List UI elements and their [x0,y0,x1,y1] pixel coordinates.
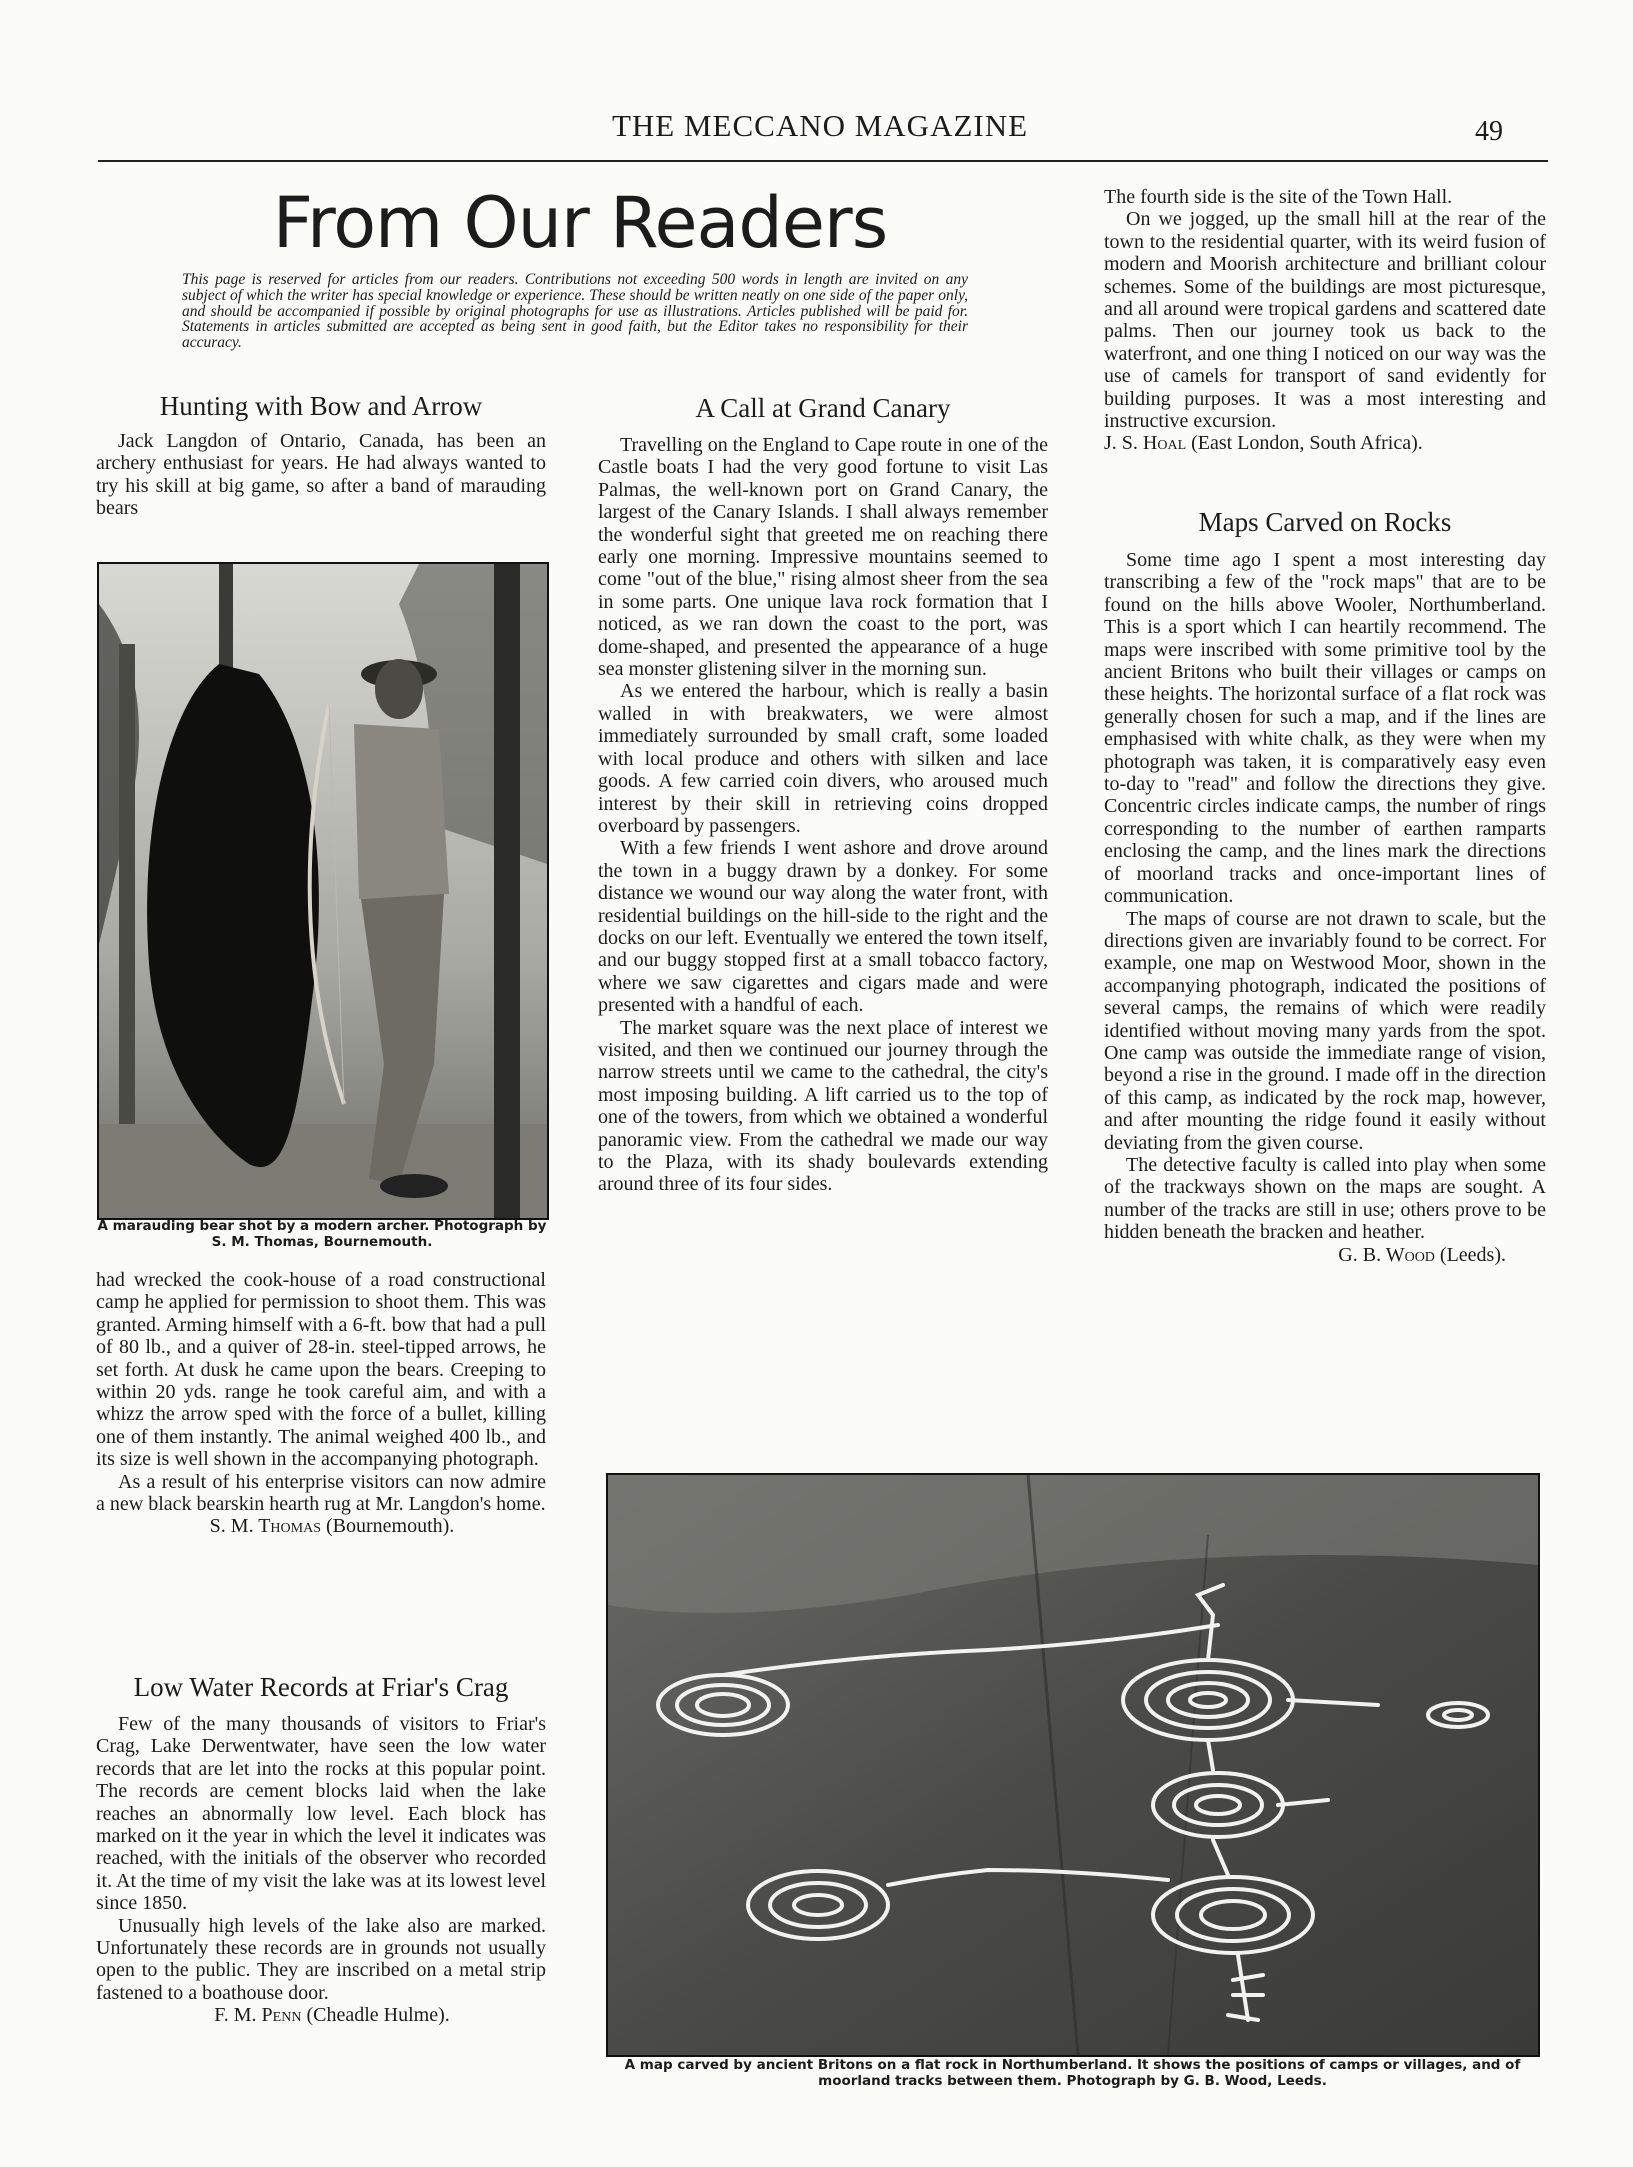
hunting-text-3: As a result of his enterprise visitors can now admire a new black bearskin hearth rug at Mr. Langdon's home. [96,1470,546,1516]
bear-photo-caption: A marauding bear shot by a modern archer. Photograph by S. M. Thomas, Bournemouth. [97,1218,547,1250]
intro-text: This page is reserved for articles from our readers. Contributions not exceeding 500 words in length are invited on any subject of which the writer has special knowledge or experience. These should be written neatly on one side of the paper only, and should be accompanied if possible by original photographs for use as illustrations. Articles published will be paid for. Statements in articles submitted are accepted as being sent in good faith, but the Editor takes no responsibility for their accuracy. [182,271,968,352]
grand-canary-continued [1104,186,1546,455]
maps-author-place: (Leeds). [1439,1243,1506,1266]
friars-crag-author-name: F. M. Penn [214,2004,302,2027]
maps-text-3: The detective faculty is called into play when some of the trackways shown on the maps are sought. A number of the tracks are still in use; others prove to be hidden beneath the bracken and heather. [1104,1153,1546,1244]
rock-map-caption: A map carved by ancient Britons on a flat rock in Northumberland. It shows the positions of camps or villages, and of moorland tracks between them. Photograph by G. B. Wood, Leeds. [624,2057,1521,2089]
maps-text-2: The maps of course are not drawn to scale, but the directions given are invariably found to be correct. For example, one map on Westwood Moor, shown in the accompanying photograph, indicated the positions of several camps, the remains of which were readily identified without moving many yards from the spot. One camp was outside the immediate range of vision, beyond a rise in the ground. I made off in the direction of this camp, as indicated by the rock map, however, and after mounting the ridge found it easily without deviating from the given course. [1104,907,1546,1154]
grand-canary-text-6: On we jogged, up the small hill at the rear of the town to the residential quarter, with its weird fusion of modern and Moorish architecture and brilliant colour schemes. Some of the buildings are most picturesque, and all around were tropical gardens and scattered date palms. Then our journey took us back to the waterfront, and one thing I noticed on our way was the use of camels for transport of sand evidently for building purposes. It was a most interesting and instructive excursion. [1104,208,1546,433]
grand-canary-body [598,434,1048,1196]
rock-map-photo [606,1473,1540,2057]
friars-crag-text-2: Unusually high levels of the lake also are marked. Unfortunately these records are in grounds not usually open to the public. They are inscribed on a metal strip fastened to a boathouse door. [96,1914,546,2004]
rock-map-image [608,1475,1538,2055]
grand-canary-text-2: As we entered the harbour, which is really a basin walled in with breakwaters, we were almost immediately surrounded by small craft, some loaded with local produce and others with silken and lace goods. A few carried coin divers, who aroused much interest by their skill in retrieving coins dropped overboard by passengers. [598,680,1048,837]
bear-photo-image [99,564,547,1218]
hunting-text-1: Jack Langdon of Ontario, Canada, has been an archery enthusiast for years. He had always wanted to try his skill at big game, so after a band of marauding bears [96,430,546,520]
hunting-author-name: S. M. Thomas [209,1515,321,1538]
grand-canary-text-1: Travelling on the England to Cape route in one of the Castle boats I had the very good fortune to visit Las Palmas, the well-known port on Grand Canary, the largest of the Canary Islands. I shall always remember the wonderful sight that greeted me on reaching there early one morning. Impressive mountains seemed to come "out of the blue," rising almost sheer from the sea in some parts. One unique lava rock formation that I noticed, as we ran down the coast to the port, was dome-shaped, and presented the appearance of a huge sea monster glistening silver in the morning sun. [598,434,1048,681]
friars-crag-text-1: Few of the many thousands of visitors to Friar's Crag, Lake Derwentwater, have seen the low water records that are let into the rocks at this popular point. The records are cement blocks laid when the lake reaches an abnormally low level. Each block has marked on it the year in which the level it indicates was reached, with the initials of the observer who recorded it. At the time of my visit the lake was at its lowest level since 1850. [96,1713,546,1915]
grand-canary-text-4: The market square was the next place of interest we visited, and then we continued our journey through the narrow streets until we came to the cathedral, the city's most imposing building. A lift carried us to the top of one of the towers, from which we obtained a wonderful panoramic view. From the cathedral we made our way to the Plaza, with its shady boulevards extending around three of its four sides. [598,1016,1048,1196]
grand-canary-text-5: The fourth side is the site of the Town Hall. [1104,186,1453,208]
page-number: 49 [1475,116,1503,147]
header-rule [98,160,1548,162]
friars-crag-body [96,1713,546,2027]
magazine-title: THE MECCANO MAGAZINE [611,108,1029,143]
hunting-text-2: had wrecked the cook-house of a road constructional camp he applied for permission to shoot them. This was granted. Arming himself with a 6-ft. bow that had a pull of 80 lb., and a quiver of 28-in. steel-tipped arrows, he set forth. At dusk he came upon the bears. Creeping to within 20 yds. range he took careful aim, and with a whizz the arrow sped with the force of a bullet, killing one of them instantly. The animal weighed 400 lb., and its size is well shown in the accompanying photograph. [96,1269,546,1471]
grand-canary-author-name: J. S. Hoal [1104,432,1187,455]
hunting-title: Hunting with Bow and Arrow [159,391,483,421]
hunting-continued [96,1269,546,1538]
friars-crag-byline [96,2004,546,2026]
maps-body [1104,549,1546,1266]
friars-crag-author-place: (Cheadle Hulme). [306,2004,450,2027]
bear-photo [97,562,549,1220]
grand-canary-author-place: (East London, South Africa). [1191,432,1423,455]
grand-canary-title: A Call at Grand Canary [695,393,951,423]
friars-crag-title: Low Water Records at Friar's Crag [133,1672,509,1702]
hunting-author-place: (Bournemouth). [326,1515,455,1538]
hunting-paragraph-1 [96,430,546,520]
grand-canary-byline [1104,432,1546,454]
hunting-byline [96,1515,546,1537]
maps-title: Maps Carved on Rocks [1198,507,1452,537]
grand-canary-text-3: With a few friends I went ashore and drove around the town in a buggy drawn by a donkey. For some distance we wound our way along the water front, with residential buildings on the hill-side to the right and the docks on our left. Eventually we entered the town itself, and our buggy stopped first at a small tobacco factory, where we saw cigarettes and cigars made and were presented with a handful of each. [598,837,1048,1017]
maps-author-name: G. B. Wood [1338,1243,1435,1266]
page-title: From Our Readers [272,182,888,264]
maps-byline [1104,1244,1546,1266]
maps-text-1: Some time ago I spent a most interesting day transcribing a few of the "rock maps" that are to be found on the hills above Wooler, Northumberland. This is a sport which I can heartily recommend. The maps were inscribed with some primitive tool by the ancient Britons who built their villages or camps on these heights. The horizontal surface of a flat rock was generally chosen for such a map, and if the lines are emphasised with white chalk, as they were when my photograph was taken, it is comparatively easy even to-day to "read" and follow the directions they give. Concentric circles indicate camps, the number of rings corresponding to the number of earthen ramparts enclosing the camp, and the lines mark the directions of moorland tracks and once-important lines of communication. [1104,549,1546,908]
